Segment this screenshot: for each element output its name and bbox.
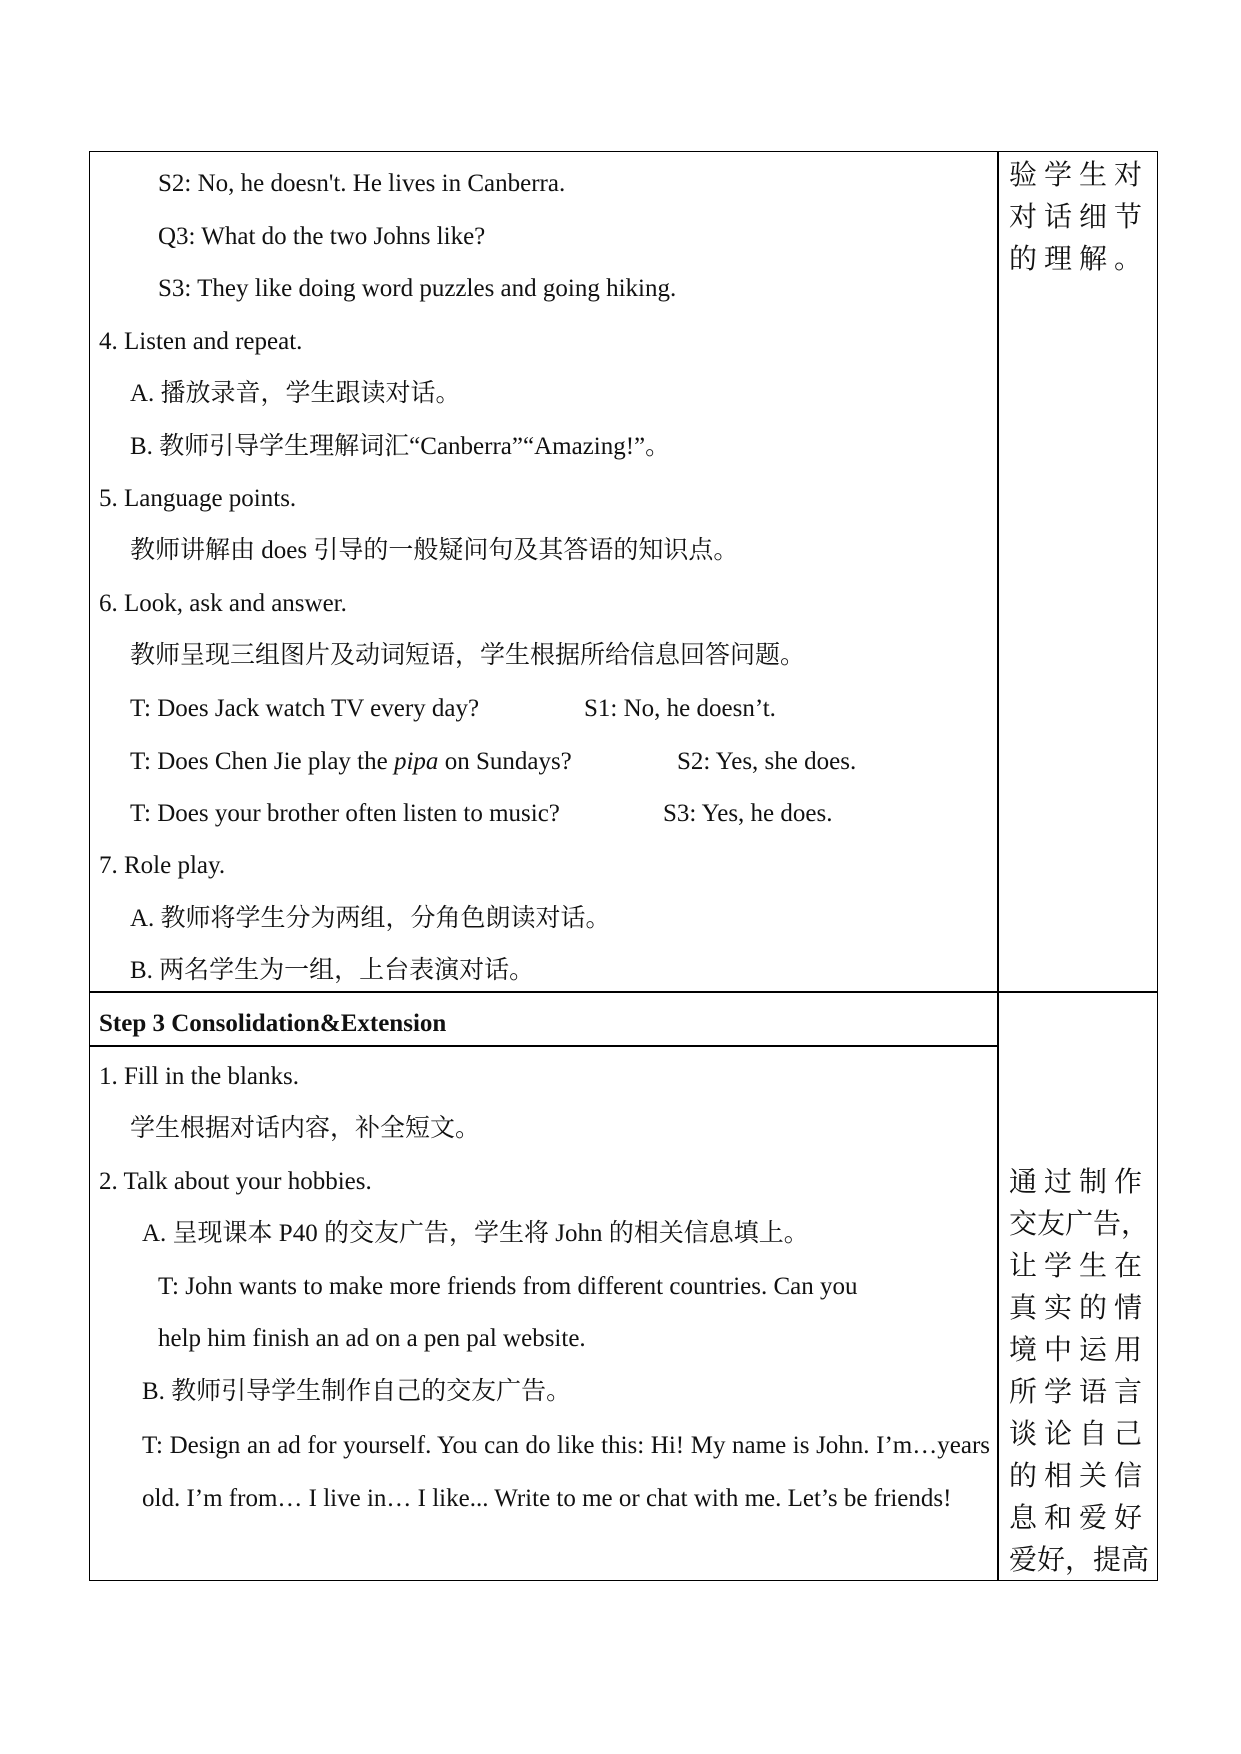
activity-step: B. 两名学生为一组，上台表演对话。 [130, 957, 535, 984]
activity-step: 教师讲解由 does 引导的一般疑问句及其答语的知识点。 [130, 537, 739, 564]
teacher-line: help him finish an ad on a pen pal website. [158, 1325, 586, 1352]
purpose-line: 通过制作 [1009, 1167, 1150, 1198]
activity-heading: 6. Look, ask and answer. [99, 590, 347, 617]
purpose-line: 的理解。 [1009, 244, 1150, 275]
answer-line: S3: Yes, he does. [663, 800, 833, 827]
answer-line: S2: Yes, she does. [677, 748, 857, 775]
activity-heading: 4. Listen and repeat. [99, 328, 303, 355]
ad-template-paragraph: T: Design an ad for yourself. You can do like this: Hi! My name is John. I’m…years old. I’m from… I live in… I like... Write to me or chat with me. Let’s be friends! [142, 1432, 990, 1512]
question-line: T: Does your brother often listen to music? [130, 800, 560, 827]
activity-heading: 7. Role play. [99, 852, 226, 879]
purpose-line: 交友广告， [1009, 1209, 1150, 1240]
activity-step: A. 呈现课本 P40 的交友广告，学生将 John 的相关信息填上。 [142, 1220, 809, 1247]
purpose-line: 对话细节 [1009, 202, 1150, 233]
teacher-line: T: John wants to make more friends from different countries. Can you [158, 1273, 858, 1300]
question-line: T: Does Chen Jie play the pipa on Sundays? [130, 748, 572, 775]
dialog-line: S2: No, he doesn't. He lives in Canberra. [158, 170, 566, 197]
purpose-line: 谈论自己 [1009, 1419, 1150, 1450]
purpose-line: 验学生对 [1009, 160, 1150, 191]
activity-step: A. 播放录音，学生跟读对话。 [130, 380, 461, 407]
purpose-line: 境中运用 [1009, 1335, 1150, 1366]
activity-heading: 5. Language points. [99, 485, 297, 512]
question-line: T: Does Jack watch TV every day? [130, 695, 480, 722]
answer-line: S1: No, he doesn’t. [584, 695, 776, 722]
purpose-line: 的相关信 [1009, 1461, 1150, 1492]
step-heading: Step 3 Consolidation&Extension [99, 1010, 447, 1037]
activity-heading: 1. Fill in the blanks. [99, 1063, 299, 1090]
activity-step: B. 教师引导学生制作自己的交友广告。 [142, 1378, 572, 1405]
purpose-line: 真实的情 [1009, 1293, 1150, 1324]
heading-divider [89, 1045, 998, 1047]
purpose-line: 所学语言 [1009, 1377, 1150, 1408]
activity-step: B. 教师引导学生理解词汇“Canberra”“Amazing!”。 [130, 433, 671, 460]
activity-heading: 2. Talk about your hobbies. [99, 1168, 372, 1195]
purpose-line: 息和爱好 [1009, 1503, 1150, 1534]
row-divider [89, 991, 1158, 993]
purpose-line: 让学生在 [1009, 1251, 1150, 1282]
dialog-line: Q3: What do the two Johns like? [158, 223, 486, 250]
column-divider [997, 151, 999, 1581]
activity-step: A. 教师将学生分为两组，分角色朗读对话。 [130, 905, 611, 932]
dialog-line: S3: They like doing word puzzles and going hiking. [158, 275, 677, 302]
activity-step: 教师呈现三组图片及动词短语，学生根据所给信息回答问题。 [130, 642, 806, 669]
activity-step: 学生根据对话内容，补全短文。 [130, 1115, 481, 1142]
pipa-word: pipa [393, 748, 439, 775]
purpose-line: 爱好，提高 [1009, 1545, 1150, 1576]
